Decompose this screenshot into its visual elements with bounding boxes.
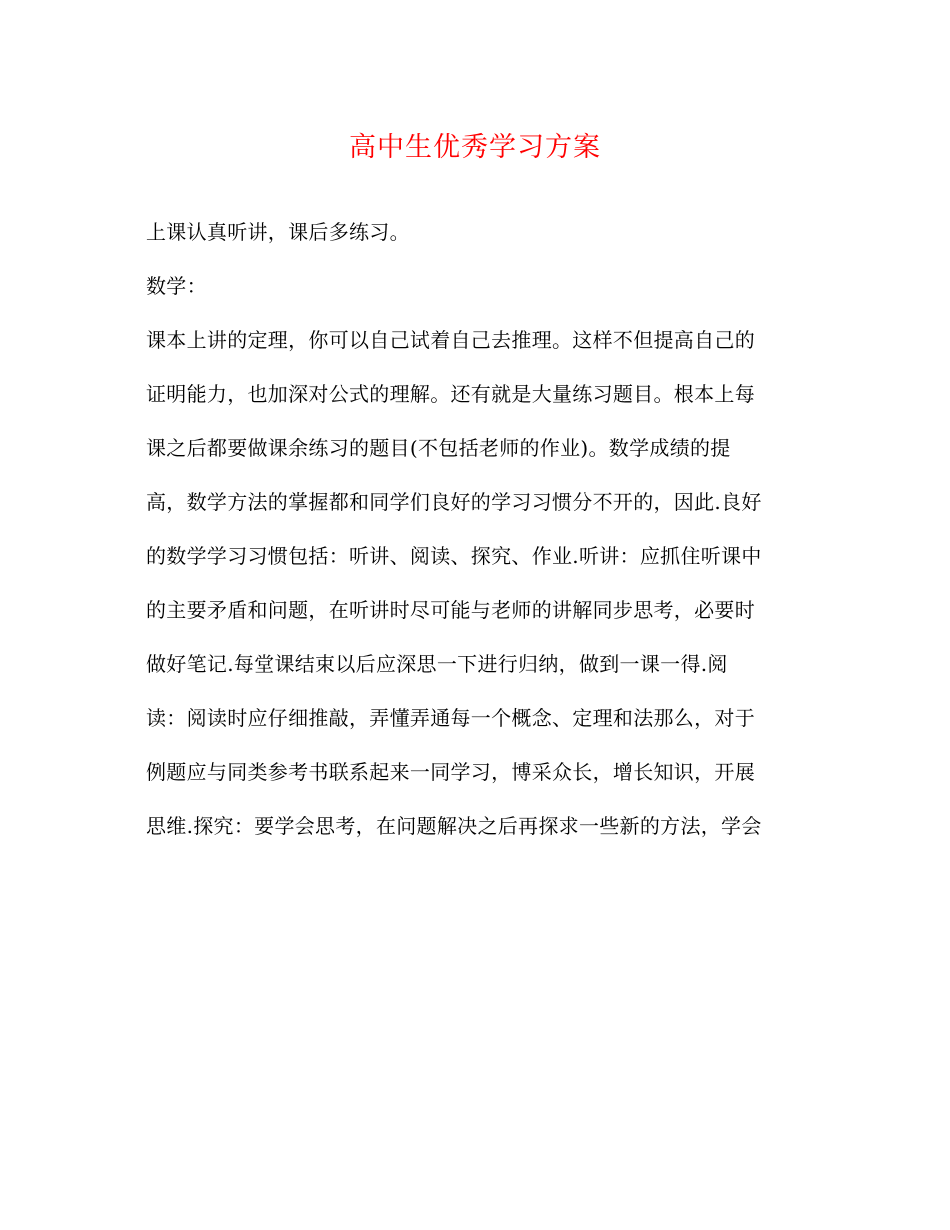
document-title: 高中生优秀学习方案: [349, 132, 601, 163]
body-line-section-math: 数学：: [146, 274, 207, 298]
body-line: 证明能力，也加深对公式的理解。还有就是大量练习题目。根本上每: [146, 382, 755, 406]
body-line: 做好笔记.每堂课结束以后应深思一下进行归纳，做到一课一得.阅: [146, 652, 728, 676]
body-line: 的数学学习习惯包括：听讲、阅读、探究、作业.听讲：应抓住听课中: [146, 544, 762, 568]
body-line-intro: 上课认真听讲，课后多练习。: [146, 220, 410, 244]
body-line: 的主要矛盾和问题，在听讲时尽可能与老师的讲解同步思考，必要时: [146, 598, 755, 622]
document-body: [146, 214, 806, 862]
body-line: 读：阅读时应仔细推敲，弄懂弄通每一个概念、定理和法那么，对于: [146, 706, 755, 730]
body-line: 课本上讲的定理，你可以自己试着自己去推理。这样不但提高自己的: [146, 328, 755, 352]
body-line: 思维.探究：要学会思考，在问题解决之后再探求一些新的方法，学会: [146, 814, 762, 838]
body-line: 课之后都要做课余练习的题目(不包括老师的作业)。数学成绩的提: [146, 436, 731, 460]
body-line: 高，数学方法的掌握都和同学们良好的学习习惯分不开的，因此.良好: [146, 490, 762, 514]
body-line: 例题应与同类参考书联系起来一同学习，博采众长，增长知识，开展: [146, 760, 755, 784]
